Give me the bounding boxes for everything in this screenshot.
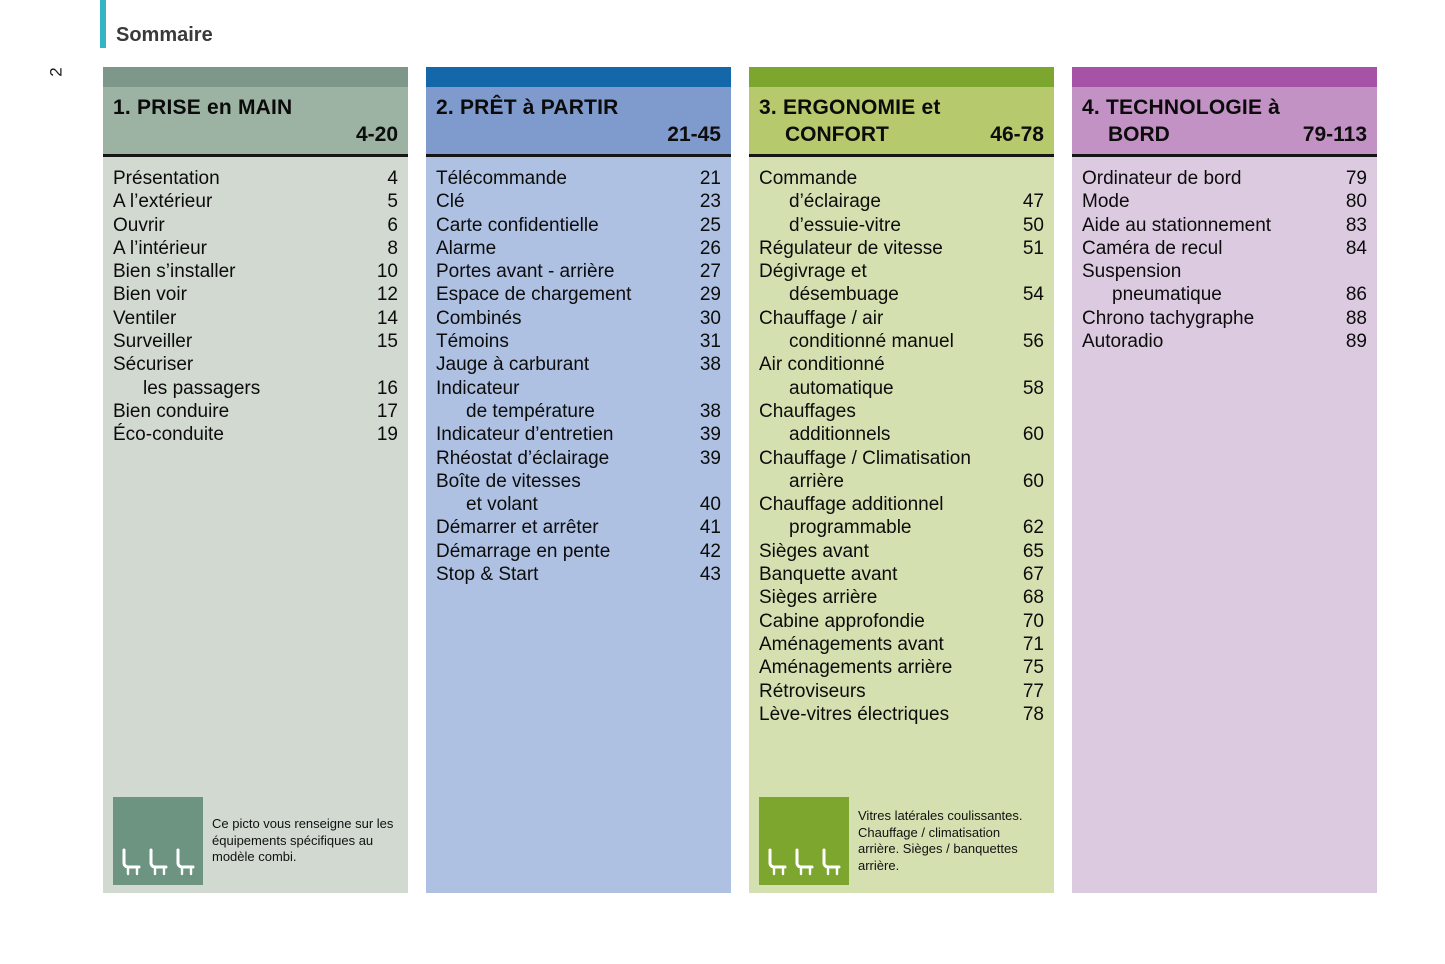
- toc-item-label: Cabine approfondie: [759, 610, 925, 632]
- section-header: [1072, 87, 1377, 157]
- section-title-line2: BORD: [1108, 123, 1170, 146]
- toc-item[interactable]: [759, 307, 1044, 330]
- toc-item-label: Chauffages: [759, 400, 856, 422]
- toc-item[interactable]: [113, 377, 398, 400]
- toc-item-label: Commande: [759, 168, 858, 189]
- toc-item-page: 38: [699, 400, 721, 422]
- combi-note: [759, 797, 1044, 885]
- toc-item-page: 21: [699, 168, 721, 189]
- toc-item-label: Ouvrir: [113, 214, 165, 236]
- toc-item-page: 31: [699, 331, 721, 353]
- toc-item[interactable]: [1082, 307, 1367, 330]
- toc-item-label: Surveiller: [113, 331, 193, 353]
- toc-item-label: Air conditionné: [759, 354, 885, 376]
- toc-item-page: 42: [699, 540, 721, 562]
- toc-item[interactable]: [436, 237, 721, 260]
- toc-item-label: Jauge à carburant: [436, 354, 590, 376]
- toc-item-page: 80: [1345, 191, 1367, 213]
- toc-item[interactable]: [759, 237, 1044, 260]
- toc-item-label: Ordinateur de bord: [1082, 168, 1242, 189]
- toc-item-label: Chauffage / air: [759, 307, 884, 329]
- toc-item-page: 83: [1345, 214, 1367, 236]
- section-color-strip: [749, 67, 1054, 87]
- section-page-range: 46-78: [990, 123, 1044, 146]
- toc-item[interactable]: [759, 680, 1044, 703]
- toc-item[interactable]: [759, 633, 1044, 656]
- toc-item[interactable]: [436, 330, 721, 353]
- toc-item-label: Chauffage additionnel: [759, 494, 944, 516]
- toc-item-label: Espace de chargement: [436, 284, 632, 306]
- toc-item-page: 51: [1022, 237, 1044, 259]
- section-color-strip: [426, 67, 731, 87]
- toc-item-page: 65: [1022, 540, 1044, 562]
- section-title: 2. PRÊT à PARTIR: [436, 96, 619, 119]
- toc-item[interactable]: [113, 214, 398, 237]
- section-body: [749, 157, 1054, 893]
- section-page-range: 21-45: [667, 123, 721, 146]
- seat-glyph: [172, 848, 198, 876]
- toc-item[interactable]: [436, 447, 721, 470]
- toc-item-label: Boîte de vitesses: [436, 470, 581, 492]
- toc-item[interactable]: [759, 540, 1044, 563]
- toc-item-page: 6: [387, 214, 398, 236]
- toc-item-page: 16: [376, 377, 398, 399]
- toc-item[interactable]: [759, 167, 1044, 190]
- toc-item-page: 38: [699, 354, 721, 376]
- section-page-range: 4-20: [355, 123, 398, 146]
- toc-item-label: Témoins: [436, 331, 509, 353]
- toc-item-page: 47: [1022, 191, 1044, 213]
- section-body: [426, 157, 731, 893]
- toc-item-label: Sièges avant: [759, 540, 869, 562]
- toc-item-label: Aménagements avant: [759, 633, 944, 655]
- toc-item-label: Aide au stationnement: [1082, 214, 1272, 236]
- section-header: [749, 87, 1054, 157]
- toc-item[interactable]: [436, 493, 721, 516]
- toc-item[interactable]: [436, 353, 721, 376]
- toc-item-label: désembuage: [789, 284, 899, 306]
- toc-item-label: Combinés: [436, 307, 522, 329]
- toc-item[interactable]: [436, 470, 721, 493]
- toc-item[interactable]: [1082, 214, 1367, 237]
- toc-item-label: Banquette avant: [759, 564, 898, 586]
- toc-item-page: 86: [1345, 284, 1367, 306]
- section-title-line2: CONFORT: [785, 123, 889, 146]
- note-text: Ce picto vous renseigne sur les équipements spécifiques au modèle combi.: [212, 816, 394, 865]
- toc-item-page: 25: [699, 214, 721, 236]
- seat-glyph: [145, 848, 171, 876]
- toc-item[interactable]: [113, 307, 398, 330]
- toc-item-label: arrière: [789, 470, 844, 492]
- toc-item[interactable]: [759, 377, 1044, 400]
- section-title: 4. TECHNOLOGIE à: [1082, 96, 1281, 119]
- seat-glyph: [118, 848, 144, 876]
- toc-item-label: A l’intérieur: [113, 237, 207, 259]
- toc-item-label: Ventiler: [113, 307, 177, 329]
- toc-item-label: Présentation: [113, 168, 220, 189]
- toc-item[interactable]: [436, 307, 721, 330]
- toc-item-page: 39: [699, 447, 721, 469]
- toc-item-label: pneumatique: [1112, 284, 1222, 306]
- toc-item-label: Stop & Start: [436, 564, 539, 586]
- toc-item-label: Suspension: [1082, 261, 1182, 283]
- section-title-row2: [759, 123, 1044, 147]
- section-color-strip: [103, 67, 408, 87]
- section-color-strip: [1072, 67, 1377, 87]
- toc-item[interactable]: [759, 516, 1044, 539]
- toc-item-page: 60: [1022, 424, 1044, 446]
- toc-item-page: 14: [376, 307, 398, 329]
- toc-item-label: Mode: [1082, 191, 1130, 213]
- toc-item[interactable]: [759, 353, 1044, 376]
- toc-item-label: Alarme: [436, 237, 497, 259]
- toc-item-label: Bien s’installer: [113, 261, 236, 283]
- toc-list: [436, 167, 721, 586]
- toc-item[interactable]: [759, 656, 1044, 679]
- toc-item-page: 23: [699, 191, 721, 213]
- toc-item-page: 67: [1022, 564, 1044, 586]
- toc-item-page: 89: [1345, 331, 1367, 353]
- toc-item-label: Autoradio: [1082, 331, 1164, 353]
- toc-item-page: 27: [699, 261, 721, 283]
- toc-item-label: Indicateur d’entretien: [436, 424, 614, 446]
- section-title: 3. ERGONOMIE et: [759, 96, 941, 119]
- toc-item-label: Chrono tachygraphe: [1082, 307, 1255, 329]
- toc-item[interactable]: [113, 190, 398, 213]
- toc-list: [1082, 167, 1367, 353]
- toc-item-page: 78: [1022, 703, 1044, 725]
- side-page-number: 2: [46, 67, 66, 77]
- toc-item-label: Carte confidentielle: [436, 214, 599, 236]
- toc-item-page: 70: [1022, 610, 1044, 632]
- toc-item-label: Bien voir: [113, 284, 187, 306]
- toc-item[interactable]: [759, 586, 1044, 609]
- toc-item[interactable]: [436, 423, 721, 446]
- toc-item-label: additionnels: [789, 424, 891, 446]
- section-body: [1072, 157, 1377, 893]
- section-title: 1. PRISE en MAIN: [113, 96, 293, 119]
- toc-item-label: de température: [466, 400, 595, 422]
- toc-columns: [103, 67, 1377, 893]
- note-text: Vitres latérales coulissantes. Chauffage / climatisation arrière. Sièges / banquettes arrière.: [858, 808, 1023, 873]
- toc-item-page: 62: [1022, 517, 1044, 539]
- toc-item[interactable]: [436, 540, 721, 563]
- seat-glyph: [818, 848, 844, 876]
- section-header: [426, 87, 731, 157]
- toc-item[interactable]: [759, 423, 1044, 446]
- toc-item[interactable]: [436, 516, 721, 539]
- toc-item[interactable]: [1082, 190, 1367, 213]
- toc-item[interactable]: [759, 610, 1044, 633]
- toc-item-label: Indicateur: [436, 377, 520, 399]
- toc-item-label: Sécuriser: [113, 354, 194, 376]
- toc-item[interactable]: [436, 190, 721, 213]
- toc-item-page: 4: [387, 168, 398, 189]
- toc-item-page: 88: [1345, 307, 1367, 329]
- toc-item-label: Éco-conduite: [113, 424, 224, 446]
- toc-item[interactable]: [1082, 167, 1367, 190]
- toc-list: [759, 167, 1044, 726]
- toc-item-page: 77: [1022, 680, 1044, 702]
- toc-item-page: 41: [699, 517, 721, 539]
- toc-item[interactable]: [759, 493, 1044, 516]
- toc-item[interactable]: [113, 283, 398, 306]
- toc-item-label: Dégivrage et: [759, 261, 867, 283]
- section-title-row2: [436, 123, 721, 147]
- toc-item-page: 26: [699, 237, 721, 259]
- toc-item-page: 30: [699, 307, 721, 329]
- toc-item[interactable]: [759, 190, 1044, 213]
- section-page-range: 79-113: [1302, 123, 1367, 146]
- toc-section-pret-a-partir: [426, 67, 731, 893]
- toc-item-label: Démarrage en pente: [436, 540, 611, 562]
- toc-item[interactable]: [759, 400, 1044, 423]
- toc-item[interactable]: [113, 237, 398, 260]
- toc-item-page: 5: [387, 191, 398, 213]
- toc-item-page: 40: [699, 494, 721, 516]
- toc-item[interactable]: [759, 214, 1044, 237]
- toc-item-label: Bien conduire: [113, 400, 230, 422]
- toc-item-label: Clé: [436, 191, 465, 213]
- toc-item-label: Régulateur de vitesse: [759, 237, 943, 259]
- toc-item-label: Rétroviseurs: [759, 680, 866, 702]
- section-title-row2: [113, 123, 398, 147]
- toc-item[interactable]: [1082, 283, 1367, 306]
- toc-item[interactable]: [1082, 260, 1367, 283]
- section-header: [103, 87, 408, 157]
- toc-item[interactable]: [1082, 237, 1367, 260]
- toc-item-label: Portes avant - arrière: [436, 261, 615, 283]
- toc-section-technologie-a-bord: [1072, 67, 1377, 893]
- seats-icon: [759, 797, 849, 885]
- toc-item-label: les passagers: [143, 377, 261, 399]
- toc-item-page: 17: [376, 400, 398, 422]
- toc-item-label: conditionné manuel: [789, 331, 954, 353]
- toc-item[interactable]: [759, 447, 1044, 470]
- toc-item-label: Télécommande: [436, 168, 567, 189]
- toc-item[interactable]: [759, 563, 1044, 586]
- toc-item-label: A l’extérieur: [113, 191, 213, 213]
- toc-list: [113, 167, 398, 447]
- section-body: [103, 157, 408, 893]
- seat-glyph: [764, 848, 790, 876]
- toc-item-page: 60: [1022, 470, 1044, 492]
- toc-item-page: 54: [1022, 284, 1044, 306]
- toc-item[interactable]: [113, 330, 398, 353]
- toc-item-page: 19: [376, 424, 398, 446]
- toc-item-page: 75: [1022, 657, 1044, 679]
- toc-item[interactable]: [436, 400, 721, 423]
- toc-item-page: 68: [1022, 587, 1044, 609]
- toc-item-page: 43: [699, 564, 721, 586]
- toc-item[interactable]: [113, 260, 398, 283]
- toc-item[interactable]: [113, 400, 398, 423]
- toc-item[interactable]: [759, 470, 1044, 493]
- toc-item[interactable]: [436, 167, 721, 190]
- toc-item-label: et volant: [466, 494, 538, 516]
- toc-item-label: Démarrer et arrêter: [436, 517, 599, 539]
- toc-item-label: Sièges arrière: [759, 587, 878, 609]
- seat-glyph: [791, 848, 817, 876]
- toc-item-page: 29: [699, 284, 721, 306]
- toc-item[interactable]: [1082, 330, 1367, 353]
- toc-section-prise-en-main: [103, 67, 408, 893]
- toc-item-page: 79: [1345, 168, 1367, 189]
- toc-item-page: 8: [387, 237, 398, 259]
- toc-item[interactable]: [113, 423, 398, 446]
- toc-item[interactable]: [436, 214, 721, 237]
- combi-note: [113, 797, 398, 885]
- toc-item-label: Chauffage / Climatisation: [759, 447, 971, 469]
- toc-item-page: 56: [1022, 331, 1044, 353]
- toc-item[interactable]: [436, 377, 721, 400]
- toc-item[interactable]: [759, 260, 1044, 283]
- toc-item-label: d’éclairage: [789, 191, 881, 213]
- toc-item-label: Caméra de recul: [1082, 237, 1223, 259]
- toc-item-page: 58: [1022, 377, 1044, 399]
- toc-item-label: Rhéostat d’éclairage: [436, 447, 610, 469]
- toc-item[interactable]: [113, 353, 398, 376]
- seats-icon: [113, 797, 203, 885]
- toc-item[interactable]: [113, 167, 398, 190]
- toc-item-label: Aménagements arrière: [759, 657, 953, 679]
- toc-item[interactable]: [436, 563, 721, 586]
- toc-item-page: 10: [376, 261, 398, 283]
- toc-section-ergonomie-confort: [749, 67, 1054, 893]
- accent-bar: [100, 0, 106, 48]
- toc-item-label: d’essuie-vitre: [789, 214, 901, 236]
- toc-item[interactable]: [436, 260, 721, 283]
- toc-item-page: 39: [699, 424, 721, 446]
- toc-item-label: Lève-vitres électriques: [759, 703, 950, 725]
- toc-item-label: programmable: [789, 517, 912, 539]
- toc-item[interactable]: [759, 703, 1044, 726]
- toc-item-page: 12: [376, 284, 398, 306]
- toc-item-page: 84: [1345, 237, 1367, 259]
- section-title-row2: [1082, 123, 1367, 147]
- toc-item-label: automatique: [789, 377, 894, 399]
- toc-item[interactable]: [759, 283, 1044, 306]
- page-title: Sommaire: [116, 24, 213, 46]
- toc-item[interactable]: [436, 283, 721, 306]
- toc-item-page: 15: [376, 331, 398, 353]
- toc-item[interactable]: [759, 330, 1044, 353]
- toc-item-page: 71: [1022, 633, 1044, 655]
- toc-item-page: 50: [1022, 214, 1044, 236]
